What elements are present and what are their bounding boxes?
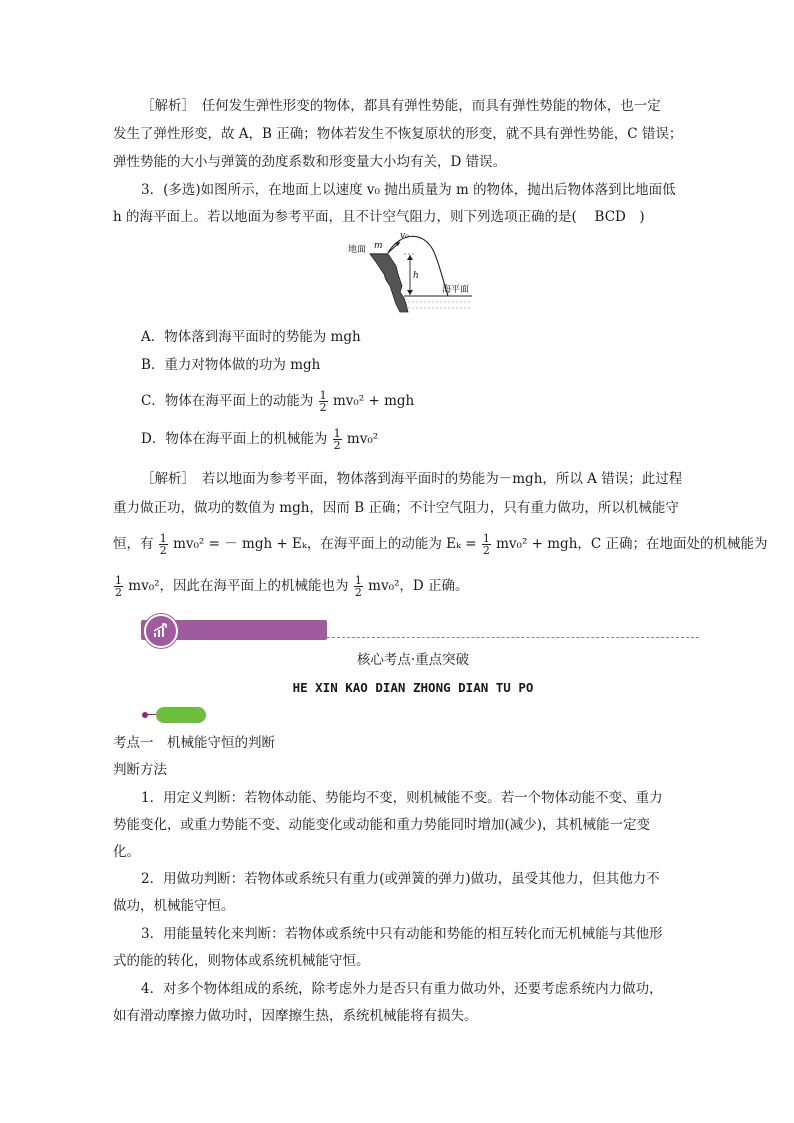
option-d-prefix: D．物体在海平面上的机械能为: [141, 431, 328, 447]
option-b: B．重力对物体做的功为 mgh: [141, 357, 321, 373]
topic1-p1-line1: 1．用定义判断：若物体动能、势能均不变，则机械能不变。若一个物体动能不变、重力: [141, 790, 663, 806]
topic1-p3-line2: 式的能的转化，则物体或系统机械能守恒。: [113, 953, 370, 969]
section-title-cn: 核心考点·重点突破: [356, 652, 470, 668]
option-a: A．物体落到海平面时的势能为 mgh: [141, 329, 361, 345]
topic1-p4-line2: 如有滑动摩擦力做功时，因摩擦生热，系统机械能将有损失。: [113, 1008, 478, 1024]
fig-velocity-label: v₀: [400, 231, 409, 241]
option-c-suffix: mv₀² + mgh: [332, 393, 415, 409]
option-d: [141, 428, 378, 451]
topic1-p1-line3: 化。: [113, 844, 140, 860]
fraction-half: $\frac{1}{2}$: [159, 532, 167, 557]
fig-height-label: h: [413, 271, 419, 281]
topic1-p1-line2: 势能变化，或重力势能不变、动能变化或动能和重力势能同时增加(减少)，其机械能一定变: [113, 817, 651, 833]
fraction-half: $\frac{1}{2}$: [482, 532, 490, 557]
cliff-shape: [370, 254, 408, 312]
analysis1-line2: 发生了弹性形变，故 A，B 正确；物体若发生不恢复原状的形变，就不具有弹性势能，C 错误；: [113, 126, 683, 142]
topic1-p4-line1: 4．对多个物体组成的系统，除考虑外力是否只有重力做功外，还要考虑系统内力做功，: [141, 981, 663, 997]
topic1-heading: 考点一 机械能守恒的判断: [113, 735, 275, 751]
fraction-half: $\frac{1}{2}$: [115, 574, 122, 599]
option-c: [141, 390, 414, 413]
analysis2-line2: 重力做正功，做功的数值为 mgh，因而 B 正确；不计空气阻力，只有重力做功，所以机械能守: [113, 500, 679, 516]
topic-marker-dot: [142, 712, 148, 718]
fraction-half: $\frac{1}{2}$: [354, 574, 362, 599]
option-d-suffix: mv₀²: [346, 431, 379, 447]
topic1-p2-line1: 2．用做功判断：若物体或系统只有重力(或弹簧的弹力)做功，虽受其他力，但其他力不: [141, 871, 660, 887]
projectile-figure: [340, 228, 480, 318]
analysis2-line3: 恒，有 $\frac{1}{2}$ mv₀² = － mgh + Eₖ，在海平面上的动能为 Eₖ = $\frac{1}{2}$ mv₀² + mgh，C 正确；在地面处的机械能为: [113, 532, 768, 557]
topic-marker-pill: [156, 707, 206, 723]
chart-growth-icon: [144, 614, 178, 648]
topic1-p3-line1: 3．用能量转化来判断：若物体或系统中只有动能和势能的相互转化而无机械能与其他形: [141, 926, 663, 942]
fraction-half: $\frac{1}{2}$: [319, 389, 327, 414]
analysis2-line4: $\frac{1}{2}$ mv₀²，因此在海平面上的机械能也为 $\frac{1}{2}$ mv₀²，D 正确。: [115, 574, 469, 599]
analysis2-line1: ［解析］ 若以地面为参考平面，物体落到海平面时的势能为－mgh，所以 A 错误；此过程: [141, 471, 683, 487]
fig-ground-label: 地面: [348, 245, 367, 255]
question3-line1: 3．(多选)如图所示，在地面上以速度 v₀ 抛出质量为 m 的物体，抛出后物体落到比地面低: [141, 182, 676, 198]
section-divider: [327, 637, 699, 638]
fraction-half: $\frac{1}{2}$: [333, 427, 341, 452]
analysis1-line3: 弹性势能的大小与弹簧的劲度系数和形变量大小均有关，D 错误。: [113, 154, 507, 170]
fig-sea-label: 海平面: [442, 285, 470, 295]
analysis1-line1: ［解析］ 任何发生弹性形变的物体，都具有弹性势能，而具有弹性势能的物体，也一定: [141, 98, 661, 114]
topic1-subheading: 判断方法: [113, 762, 167, 778]
topic1-p2-line2: 做功，机械能守恒。: [113, 898, 235, 914]
section-title-pinyin: HE XIN KAO DIAN ZHONG DIAN TU PO: [292, 680, 534, 695]
option-c-prefix: C．物体在海平面上的动能为: [141, 393, 314, 409]
question3-line2: h 的海平面上。若以地面为参考平面，且不计空气阻力，则下列选项正确的是( BCD ): [113, 209, 645, 225]
fig-mass-label: m: [374, 241, 383, 251]
